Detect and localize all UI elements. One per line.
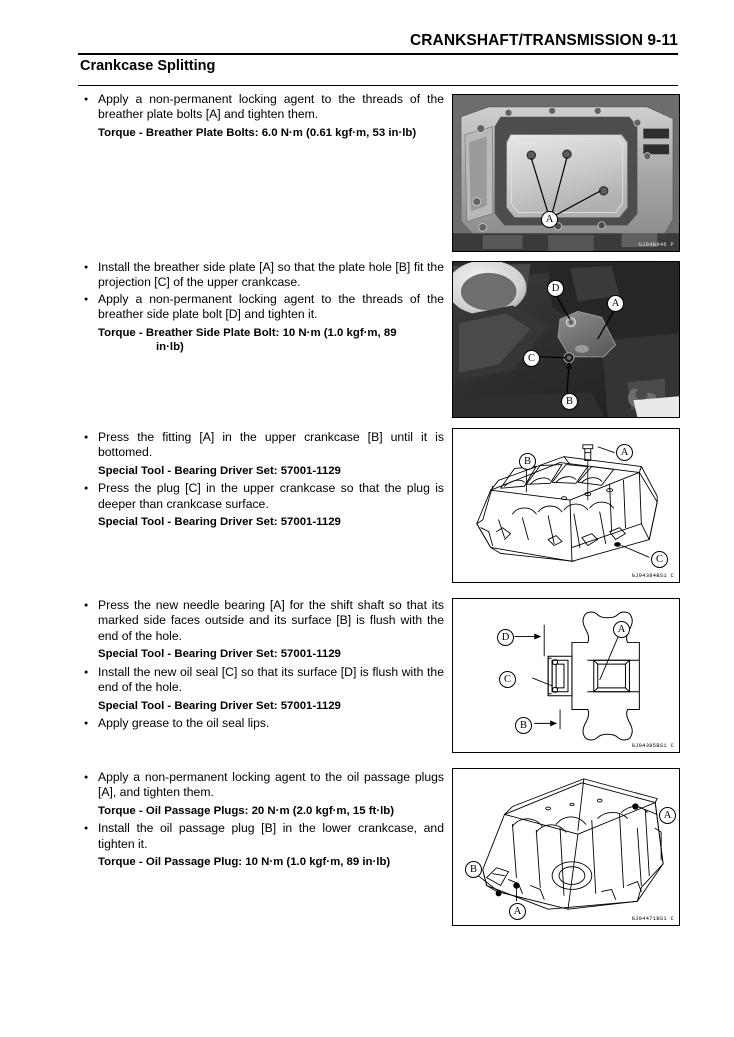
callout-A: A (613, 621, 630, 638)
running-head: CRANKSHAFT/TRANSMISSION 9-11 (409, 32, 678, 49)
callout-A-2: A (509, 903, 526, 920)
callout-A: A (616, 444, 633, 461)
instruction-bullet: ● Install the oil passage plug [B] in the lower crankcase, and tighten it. (84, 821, 444, 852)
callout-B: B (561, 393, 578, 410)
callout-B: B (515, 717, 532, 734)
callout-B: B (465, 861, 482, 878)
torque-spec-main: Torque - Breather Side Plate Bolt: 10 N·m (1.0 kgf·m, 89 (98, 326, 397, 339)
instruction-bullet: ● Install the breather side plate [A] so that the plate hole [B] fit the projection [C] of the upper crankcase. (84, 260, 444, 291)
callout-A: A (541, 211, 558, 228)
callout-D: D (547, 280, 564, 297)
callout-C: C (651, 551, 668, 568)
instruction-bullet: ● Apply a non-permanent locking agent to the threads of the breather side plate bolt [D] and tighten it. (84, 292, 444, 323)
special-tool-spec: Special Tool - Bearing Driver Set: 57001-1129 (98, 464, 341, 477)
instruction-bullet: ● Apply grease to the oil seal lips. (84, 716, 444, 731)
section-title: Crankcase Splitting (80, 58, 216, 74)
figure-breather-plate (452, 94, 680, 252)
figure-code: GJ04471BS1 C (631, 916, 674, 922)
instruction-bullet: ● Press the new needle bearing [A] for the shift shaft so that its marked side faces outside and its surface [B] is flush with the end of the hole. (84, 598, 444, 644)
callout-B: B (519, 453, 536, 470)
callout-A: A (607, 295, 624, 312)
instruction-bullet: ● Apply a non-permanent locking agent to the threads of the breather plate bolts [A] and tighten them. (84, 92, 444, 123)
photo-breather-plate-artwork (453, 95, 679, 251)
torque-spec: Torque - Oil Passage Plug: 10 N·m (1.0 kgf·m, 89 in·lb) (98, 856, 391, 869)
instruction-bullet: ● Apply a non-permanent locking agent to the oil passage plugs [A], and tighten them. (84, 770, 444, 801)
figure-upper-crankcase (452, 428, 680, 583)
torque-spec: Torque - Oil Passage Plugs: 20 N·m (2.0 kgf·m, 15 ft·lb) (98, 804, 395, 817)
callout-C: C (523, 350, 540, 367)
text-column (84, 598, 444, 732)
figure-code: GJ04385BS1 C (631, 743, 674, 749)
header-rule-top (78, 53, 678, 55)
callout-D: D (497, 629, 514, 646)
figure-code: GJ04B946 P (638, 242, 674, 248)
drawing-lower-crankcase-artwork (453, 769, 679, 925)
figure-code: GJ04B947 P (638, 408, 674, 414)
figure-breather-side-plate (452, 261, 680, 418)
text-column (84, 430, 444, 533)
callout-A: A (659, 807, 676, 824)
instruction-bullet: ● Install the new oil seal [C] so that its surface [D] is flush with the end of the hole. (84, 665, 444, 696)
text-column (84, 260, 444, 358)
special-tool-spec: Special Tool - Bearing Driver Set: 57001-1129 (98, 516, 341, 529)
figure-code: GJ04384BS1 C (631, 573, 674, 579)
drawing-bearing-seal-artwork (453, 599, 679, 752)
torque-spec: Torque - Breather Plate Bolts: 6.0 N·m (0.61 kgf·m, 53 in·lb) (98, 126, 417, 139)
text-column (84, 92, 444, 143)
callout-C: C (499, 671, 516, 688)
figure-needle-bearing-section (452, 598, 680, 753)
special-tool-spec: Special Tool - Bearing Driver Set: 57001-1129 (98, 648, 341, 661)
torque-spec-cont: in·lb) (156, 341, 184, 354)
torque-spec (84, 326, 444, 355)
header-rule-bottom (78, 85, 678, 86)
instruction-bullet: ● Press the plug [C] in the upper crankcase so that the plug is deeper than crankcase surface. (84, 481, 444, 512)
text-column (84, 770, 444, 873)
special-tool-spec: Special Tool - Bearing Driver Set: 57001-1129 (98, 699, 341, 712)
instruction-bullet: ● Press the fitting [A] in the upper crankcase [B] until it is bottomed. (84, 430, 444, 461)
figure-lower-crankcase (452, 768, 680, 926)
drawing-upper-crankcase-artwork (453, 429, 679, 582)
